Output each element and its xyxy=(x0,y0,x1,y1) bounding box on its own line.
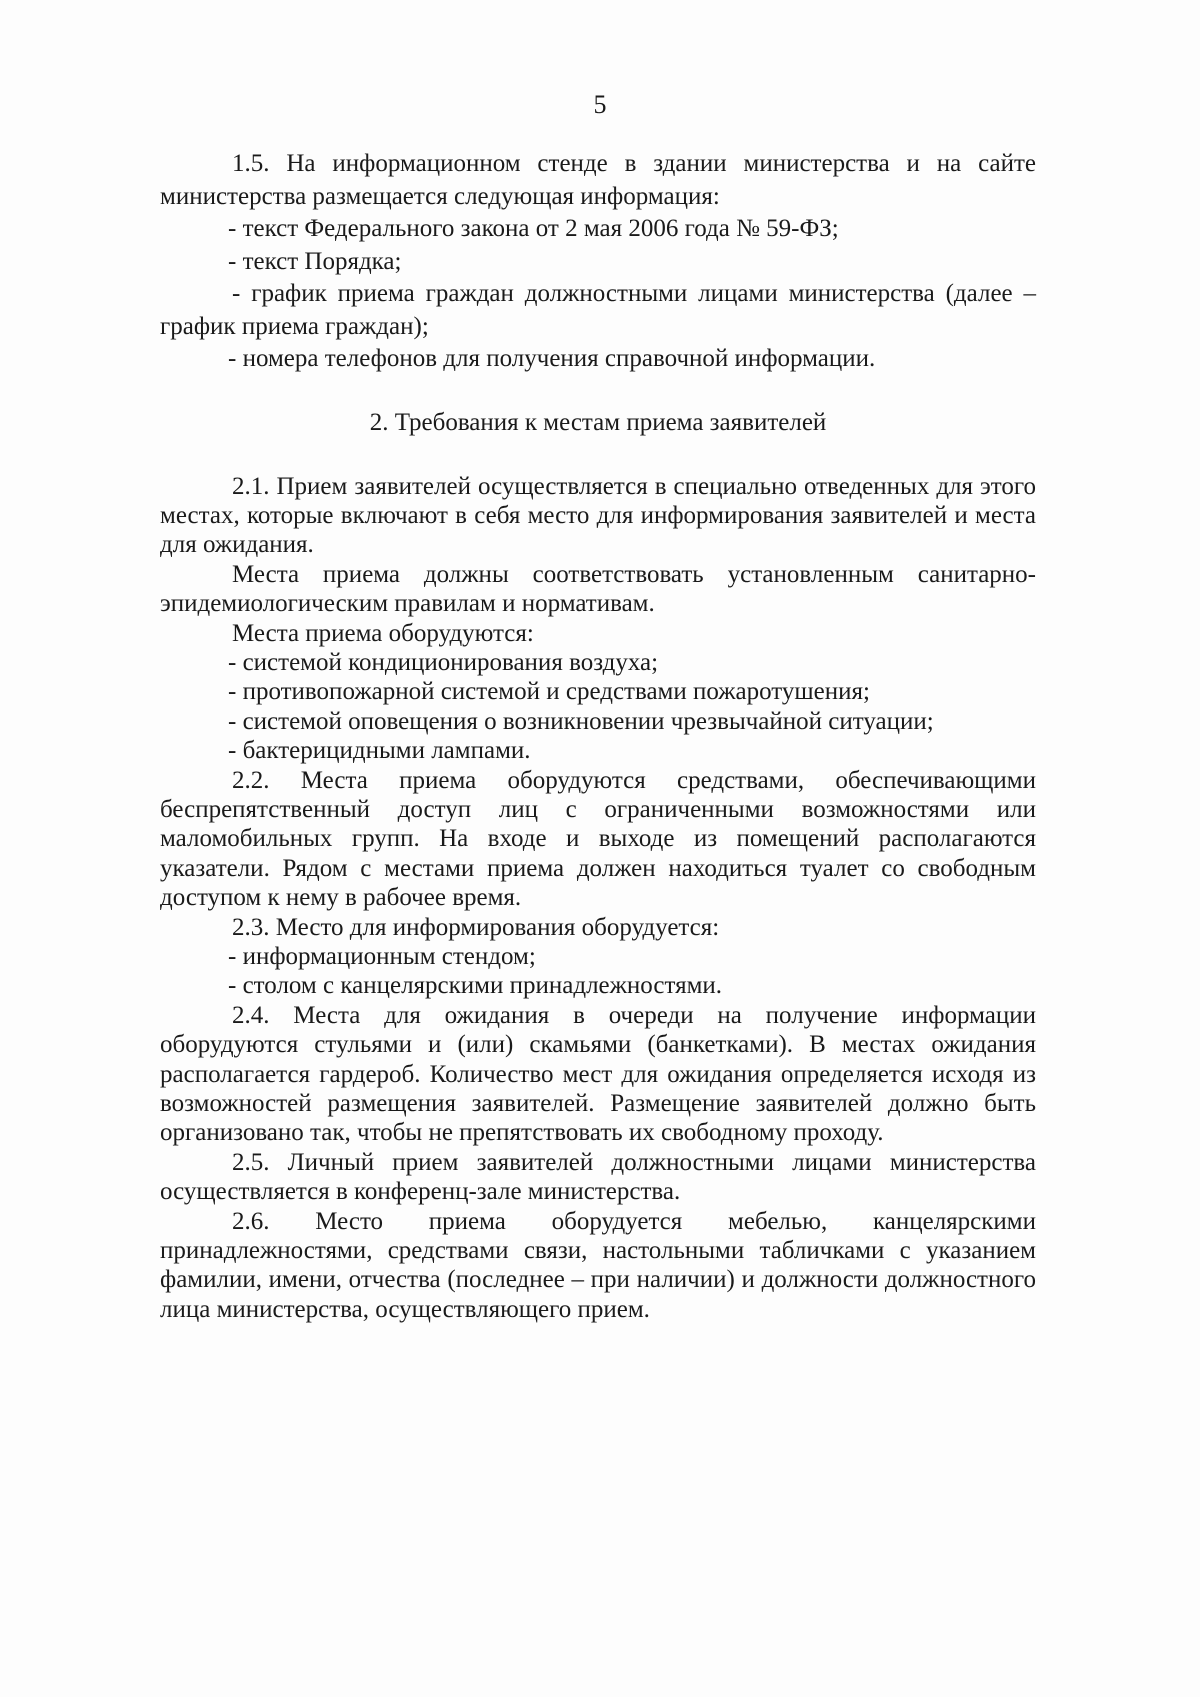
list-item: - системой кондиционирования воздуха; xyxy=(228,648,659,676)
list-item: - номера телефонов для получения справочной информации. xyxy=(228,345,876,372)
paragraph-sanitary-requirement: Места приема должны соответствовать установленным санитарно-эпидемиологическим правилам и нормативам. xyxy=(160,560,1036,618)
paragraph-1-5: 1.5. На информационном стенде в здании министерства и на сайте министерства размещается следующая информация: xyxy=(160,150,1036,210)
paragraph-equipment-intro: Места приема оборудуются: xyxy=(232,619,534,647)
section-2 xyxy=(160,472,1036,1325)
page-number: 5 xyxy=(593,90,607,119)
list-item: - бактерицидными лампами. xyxy=(228,737,531,765)
list-item: - график приема граждан должностными лицами министерства (далее – график приема граждан); xyxy=(160,280,1036,340)
paragraph-2-3: 2.3. Место для информирования оборудуется: xyxy=(232,913,720,941)
list-item: - столом с канцелярскими принадлежностями. xyxy=(228,972,723,1000)
section-1-5 xyxy=(160,148,1036,376)
paragraph-2-5: 2.5. Личный прием заявителей должностными лицами министерства осуществляется в конференц-зале министерства. xyxy=(160,1148,1036,1206)
paragraph-2-1: 2.1. Прием заявителей осуществляется в специально отведенных для этого местах, которые включают в себя место для информирования заявителей и места для ожидания. xyxy=(160,472,1036,559)
list-item: - текст Порядка; xyxy=(228,247,402,275)
list-item: - текст Федерального закона от 2 мая 2006 года № 59-ФЗ; xyxy=(228,215,839,242)
list-item: - противопожарной системой и средствами пожаротушения; xyxy=(228,678,870,706)
list-item: - информационным стендом; xyxy=(228,943,536,970)
paragraph-2-6: 2.6. Место приема оборудуется мебелью, канцелярскими принадлежностями, средствами связи, настольными табличками с указанием фамилии, имени, отчества (последнее – при наличии) и должности должностного лица министерства, осуществляющего прием. xyxy=(160,1207,1036,1323)
document-body xyxy=(160,148,1036,1324)
paragraph-2-4: 2.4. Места для ожидания в очереди на получение информации оборудуются стульями и (или) скамьями (банкетками). В местах ожидания располагается гардероб. Количество мест для ожидания определяется исходя из возможностей размещения заявителей. Размещение заявителей должно быть организовано так, чтобы не препятствовать их свободному проходу. xyxy=(160,1001,1036,1147)
section-2-title: 2. Требования к местам приема заявителей xyxy=(369,408,827,436)
list-item: - системой оповещения о возникновении чрезвычайной ситуации; xyxy=(228,707,934,735)
paragraph-2-2: 2.2. Места приема оборудуются средствами, обеспечивающими беспрепятственный доступ лиц с ограниченными возможностями или маломобильных групп. На входе и выходе из помещений располагаются указатели. Рядом с местами приема должен находиться туалет со свободным доступом к нему в рабочее время. xyxy=(160,766,1036,912)
